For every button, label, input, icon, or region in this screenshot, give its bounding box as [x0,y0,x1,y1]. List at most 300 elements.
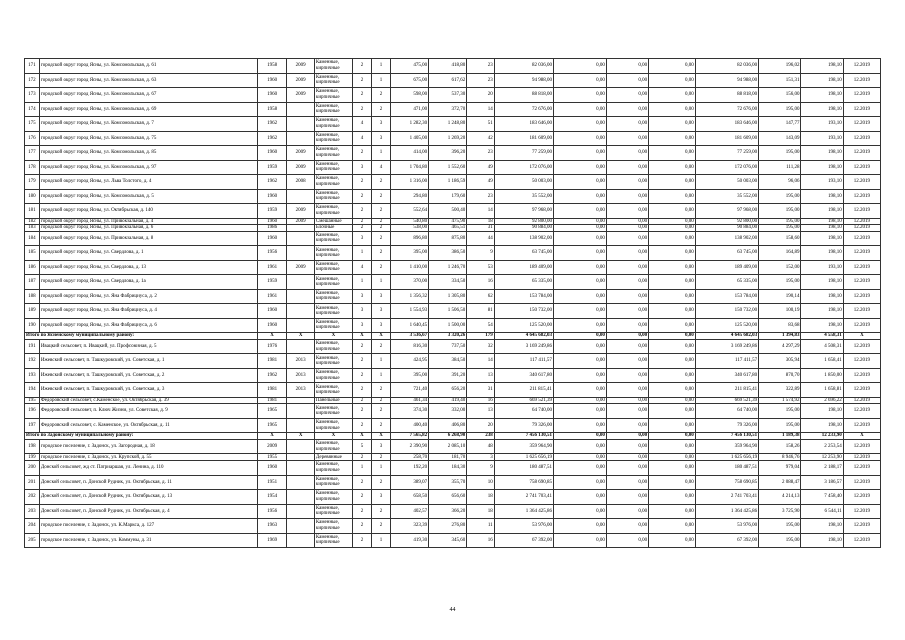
table-cell: 67 392,00 [695,533,758,548]
table-cell: 79 326,00 [695,418,758,433]
row-number-cell: 186 [25,260,40,275]
table-cell: 2 [372,175,391,190]
table-cell: 0,00 [606,397,648,404]
address-cell: городской округ город Ясны, ул. Яна Фабрициуса, д. 4 [39,304,257,319]
row-number-cell: 202 [25,490,40,505]
address-cell: городской округ город Ясны, ул. Привокзальная, д. 6 [39,225,257,232]
table-cell: 42 [467,131,495,146]
table-cell: 138 902,00 [494,231,553,246]
address-cell: городской округ город Ясны, ул. Привокзальная, д. 4 [39,218,257,225]
table-cell: 1981 [257,397,287,404]
table-cell: 0,00 [606,433,648,440]
table-cell: 0,00 [649,504,696,519]
table-cell: 12.2019 [843,289,880,304]
table-cell: 81 [467,304,495,319]
table-cell: 50 003,00 [494,175,553,190]
table-cell: 198,10 [801,246,843,261]
wall-material-cell: Каменные, кирпичные [314,490,352,505]
row-number-cell: 193 [25,368,40,383]
table-cell: 406,80 [429,418,467,433]
wall-material-cell: Блочные [314,225,352,232]
table-cell: 1986 [257,225,287,232]
table-cell: 1959 [257,275,287,290]
table-cell: 179 [467,333,495,340]
wall-material-cell: Каменные, кирпичные [314,102,352,117]
address-cell: Донской сельсовет, жд ст. Патриаршая, ул. Ленина, д. 110 [39,461,257,476]
table-cell: 195,00 [759,225,801,232]
table-row [25,404,881,419]
table-cell: 54 [467,318,495,333]
table-cell: 0,00 [649,218,696,225]
table-cell: 20 [467,418,495,433]
address-cell: городское поселение, г. Задонск, ул. Крупской, д. 55 [39,454,257,461]
address-cell: городской округ город Ясны, ул. Комсомольская, д. 69 [39,102,257,117]
row-number-cell: 199 [25,454,40,461]
table-cell: 3 [372,131,391,146]
row-number-cell: 172 [25,73,40,88]
table-cell: 2 [372,225,391,232]
table-cell: 419,30 [391,533,429,548]
table-cell: 18 [467,218,495,225]
row-number-cell: 197 [25,418,40,433]
table-cell: 396,20 [429,146,467,161]
table-cell: 0,00 [649,231,696,246]
table-cell: 3 169 249,86 [494,339,553,354]
table-cell: 156,00 [759,88,801,103]
row-number-cell: 175 [25,117,40,132]
table-cell: 2 741 703,41 [494,490,553,505]
table-cell: 64 740,00 [695,404,758,419]
table-row [25,59,881,74]
wall-material-cell: Каменные, кирпичные [314,289,352,304]
table-cell: 51 [467,117,495,132]
page-number: 44 [449,607,456,613]
table-cell: 0,00 [553,318,606,333]
table-cell: 418,80 [429,59,467,74]
table-cell: 0,00 [649,204,696,219]
table-row [25,519,881,534]
table-row [25,383,881,398]
row-number-cell: 191 [25,339,40,354]
table-cell [287,225,315,232]
address-cell: городское поселение, г. Задонск, ул. Загородная, д. 18 [39,439,257,454]
table-cell: 0,00 [553,204,606,219]
table-cell: 258,70 [391,454,429,461]
table-cell: 0,00 [606,260,648,275]
address-cell: Ижевский сельсовет, п. Ташкуровский, ул. Советская, д. 2 [39,368,257,383]
row-number-cell: 201 [25,475,40,490]
table-cell: 0,00 [553,490,606,505]
table-cell: 1976 [257,339,287,354]
table-cell: 0,00 [649,146,696,161]
table-cell: 12.2019 [843,490,880,505]
table-cell: 2 [372,246,391,261]
table-cell: 669 521,39 [494,397,553,404]
wall-material-cell: Каменные, кирпичные [314,504,352,519]
wall-material-cell: Каменные, кирпичные [314,439,352,454]
table-row [25,504,881,519]
table-cell: 1969 [257,533,287,548]
address-cell: городской округ город Ясны, ул. Привокзальная, д. 8 [39,231,257,246]
table-cell: 3 [372,304,391,319]
table-cell: 1954 [257,490,287,505]
table-cell: 0,00 [553,383,606,398]
table-cell: 0,00 [649,368,696,383]
table-row [25,354,881,369]
table-cell: 152,00 [759,260,801,275]
address-cell: Донской сельсовет, п. Донской Рудник, ул. Октябрьская, д. 11 [39,475,257,490]
table-cell: 96,06 [759,175,801,190]
table-cell: 198,10 [801,189,843,204]
wall-material-cell: Каменные, кирпичные [314,475,352,490]
table-cell: 323,39 [391,519,429,534]
table-cell: 1 658,41 [801,354,843,369]
table-cell: 18 [467,490,495,505]
table-cell: 0,00 [606,368,648,383]
table-cell: 1 625 656,19 [695,454,758,461]
table-cell: 23 [467,73,495,88]
table-cell: 0,00 [606,333,648,340]
table-cell: 72 676,00 [695,102,758,117]
wall-material-cell: Каменные, кирпичные [314,73,352,88]
table-cell [287,246,315,261]
table-cell: 3 [352,160,371,175]
table-cell [287,533,315,548]
table-cell: 14 [467,204,495,219]
address-cell: Донской сельсовет, п. Донской Рудник, ул. Октябрьская, д. 13 [39,490,257,505]
address-cell: Донской сельсовет, п. Донской Рудник, ул. Октябрьская, д. 4 [39,504,257,519]
table-cell: 193,10 [801,260,843,275]
table-cell: 0,00 [649,454,696,461]
table-cell: 4 297,29 [759,339,801,354]
table-cell: 1 [372,354,391,369]
table-cell: 150 732,00 [695,304,758,319]
table-cell: 83,68 [759,318,801,333]
table-cell: 172 076,00 [494,160,553,175]
table-cell: 3 [372,289,391,304]
table-cell: 195,00 [759,404,801,419]
table-cell: 23 [467,146,495,161]
table-cell: 0,00 [649,533,696,548]
table-cell: 211 815,41 [695,383,758,398]
table-cell: 0,00 [606,204,648,219]
table-cell: 198,10 [801,204,843,219]
table-cell: 1955 [257,454,287,461]
row-number-cell: 189 [25,304,40,319]
table-cell: 0,00 [606,246,648,261]
table-cell: 12.2019 [843,519,880,534]
table-cell: 0,00 [553,454,606,461]
table-cell: 0,00 [606,339,648,354]
table-cell: 0,00 [649,404,696,419]
table-cell: 1 554,93 [391,304,429,319]
table-cell: 500,40 [429,204,467,219]
table-cell: 1960 [257,461,287,476]
table-cell: 0,00 [553,225,606,232]
table-cell: 67 392,00 [494,533,553,548]
wall-material-cell: Каменные, кирпичные [314,418,352,433]
table-cell: 332,00 [429,404,467,419]
table-cell: 0,00 [649,397,696,404]
table-cell: 0,00 [606,454,648,461]
table-cell [287,519,315,534]
table-cell: 0,00 [553,439,606,454]
total-label: Итого по Ясненскому муниципальному району: [25,333,258,340]
table-cell: 12.2019 [843,504,880,519]
row-number-cell: 200 [25,461,40,476]
table-cell: 198,10 [801,533,843,548]
table-cell: 1962 [257,131,287,146]
table-cell: 0,00 [649,160,696,175]
table-cell: 64 740,00 [494,404,553,419]
row-number-cell: 177 [25,146,40,161]
table-cell: 3 [352,304,371,319]
table-cell: 758 690,85 [695,475,758,490]
table-cell: 2009 [287,204,315,219]
table-row [25,318,881,333]
table-cell: 2009 [257,439,287,454]
table-cell: 1 394,83 [759,333,801,340]
table-cell: 1956 [257,246,287,261]
table-cell: 2009 [287,146,315,161]
table-cell: 0,00 [606,275,648,290]
table-row [25,117,881,132]
address-cell: городской округ город Ясны, ул. Комсомольская, д. 61 [39,59,257,74]
table-cell: 0,00 [553,289,606,304]
table-cell: 0,00 [606,231,648,246]
table-cell: 153 784,00 [494,289,553,304]
table-cell: X [314,433,352,440]
address-cell: городской округ город Ясны, ул. Яна Фабрициуса, д. 6 [39,318,257,333]
table-cell: 1 364 425,86 [494,504,553,519]
table-cell: 2 [372,231,391,246]
table-cell [287,454,315,461]
table-cell: 0,00 [553,354,606,369]
table-cell: 0,00 [606,439,648,454]
table-cell: 370,00 [391,275,429,290]
table-cell: 195,00 [759,533,801,548]
table-cell: 1 850,00 [801,368,843,383]
table-cell: 2008 [287,175,315,190]
table-cell: 12.2019 [843,260,880,275]
row-number-cell: 173 [25,88,40,103]
table-cell: 20 [467,88,495,103]
table-cell: 164,89 [759,246,801,261]
table-cell: 0,00 [553,160,606,175]
table-cell: 198,10 [801,218,843,225]
table-cell: 4 558,31 [801,333,843,340]
table-cell: 2 696,22 [801,397,843,404]
table-cell: 198,10 [801,231,843,246]
table-cell: 150 732,00 [494,304,553,319]
table-cell: 0,00 [606,73,648,88]
table-cell: 12.2019 [843,318,880,333]
table-cell: 88 818,00 [695,88,758,103]
row-number-cell: 174 [25,102,40,117]
table-row [25,418,881,433]
row-number-cell: 187 [25,275,40,290]
table-cell: 23 [467,189,495,204]
table-cell: 198,10 [801,404,843,419]
row-number-cell: 204 [25,519,40,534]
table-cell: 12.2019 [843,461,880,476]
table-cell: 82 036,00 [494,59,553,74]
table-cell: 4 [372,160,391,175]
table-cell: 0,00 [606,102,648,117]
table-cell: 675,00 [391,73,429,88]
table-cell: 414,00 [391,146,429,161]
table-cell: 7 458,40 [801,490,843,505]
wall-material-cell: Каменные, кирпичные [314,519,352,534]
table-cell: 198,10 [801,318,843,333]
table-cell: 0,00 [606,218,648,225]
table-cell: 2 [372,260,391,275]
table-cell: 16 [467,275,495,290]
wall-material-cell: Каменные, кирпичные [314,339,352,354]
wall-material-cell: Каменные, кирпичные [314,533,352,548]
wall-material-cell: Каменные, кирпичные [314,146,352,161]
table-cell: 238 [467,433,495,440]
table-cell [287,490,315,505]
table-cell: X [843,333,880,340]
table-cell: 2 [372,102,391,117]
table-cell: 1960 [257,304,287,319]
table-cell [287,231,315,246]
address-cell: городской округ город Ясны, ул. Комсомольская, д. 7 [39,117,257,132]
table-cell: 198,10 [801,225,843,232]
table-cell: 294,80 [391,189,429,204]
table-cell: 0,00 [606,175,648,190]
table-cell: 0,00 [649,59,696,74]
table-cell: 2 085,10 [429,439,467,454]
table-cell: 0,00 [649,433,696,440]
table-cell: 12.2019 [843,218,880,225]
table-cell: 0,00 [649,225,696,232]
row-number-cell: 178 [25,160,40,175]
table-cell: 391,20 [429,368,467,383]
address-cell: городской округ город Ясны, ул. Свердлова, д. 1а [39,275,257,290]
table-cell: 2 [372,454,391,461]
table-cell: 475,00 [391,59,429,74]
row-number-cell: 198 [25,439,40,454]
table-cell: 0,00 [649,289,696,304]
row-number-cell: 205 [25,533,40,548]
table-cell: 1 500,00 [429,318,467,333]
table-cell: 1 [352,461,371,476]
table-cell: 0,00 [649,175,696,190]
table-cell: 2009 [287,260,315,275]
table-cell: 1965 [257,404,287,419]
table-cell: 2 [352,368,371,383]
table-cell: 0,00 [553,368,606,383]
table-cell: 2 [352,383,371,398]
table-cell: 193,10 [801,175,843,190]
table-cell: 181 609,00 [494,131,553,146]
address-cell: Ивацкий сельсовет, п. Ивацкий, ул. Профсоюзная, д. 5 [39,339,257,354]
table-cell: 4 214,13 [759,490,801,505]
table-cell: 211 815,41 [494,383,553,398]
table-cell: 658,50 [391,490,429,505]
table-cell: 1 552,60 [429,160,467,175]
table-cell [287,275,315,290]
address-cell: городской округ город Ясны, ул. Свердлова, д. 1 [39,246,257,261]
table-cell: 0,00 [553,117,606,132]
table-cell: 2 [372,204,391,219]
wall-material-cell: Каменные, кирпичные [314,275,352,290]
table-cell: 2 [352,59,371,74]
table-cell: 195,00 [759,189,801,204]
table-cell: 322,89 [759,383,801,398]
wall-material-cell: Деревянные [314,454,352,461]
table-cell: 195,00 [759,275,801,290]
table-cell: 2 741 703,41 [695,490,758,505]
table-row [25,461,881,476]
table-cell: 35 552,00 [695,189,758,204]
wall-material-cell: Каменные, кирпичные [314,404,352,419]
row-number-cell: 183 [25,225,40,232]
table-cell: 1960 [257,189,287,204]
table-cell: 195,00 [759,418,801,433]
table-cell: 1981 [257,383,287,398]
table-cell: 100,19 [759,304,801,319]
row-number-cell: 195 [25,397,40,404]
table-cell: 111,28 [759,160,801,175]
wall-material-cell: Панельные [314,397,352,404]
table-row [25,275,881,290]
table-cell: 1958 [257,102,287,117]
table-cell [287,475,315,490]
table-cell: 49 [467,160,495,175]
row-number-cell: 182 [25,218,40,225]
table-cell: 1981 [257,354,287,369]
table-cell [287,439,315,454]
table-cell: 1962 [257,117,287,132]
table-cell: 340 617,80 [494,368,553,383]
table-cell: X [287,333,315,340]
table-cell: 537,30 [429,88,467,103]
wall-material-cell: Каменные, кирпичные [314,59,352,74]
table-cell: 1 269,20 [429,131,467,146]
table-cell: 2 [352,519,371,534]
address-cell: городской округ город Ясны, ул. Октябрьская, д. 140 [39,204,257,219]
table-cell: 2013 [287,354,315,369]
table-cell: 2 [352,404,371,419]
total-label: Итого по Задонскому муниципальному району: [25,433,258,440]
table-row [25,189,881,204]
table-cell: 424,95 [391,354,429,369]
table-cell: 737,50 [429,339,467,354]
table-cell: 276,80 [429,519,467,534]
table-cell: 3 186,57 [801,475,843,490]
table-cell: 0,00 [553,475,606,490]
table-cell: 23 [467,59,495,74]
row-number-cell: 181 [25,204,40,219]
table-cell [287,117,315,132]
total-row [25,333,881,340]
table-cell: 179,60 [429,189,467,204]
table-cell: 979,04 [759,461,801,476]
table-cell: 158,26 [759,439,801,454]
table-cell: 82 036,00 [695,59,758,74]
wall-material-cell: Каменные, кирпичные [314,175,352,190]
table-cell: 0,00 [649,275,696,290]
table-row [25,397,881,404]
table-cell: 12.2019 [843,225,880,232]
table-cell: 359 964,90 [695,439,758,454]
table-cell [287,404,315,419]
wall-material-cell: Каменные, кирпичные [314,318,352,333]
address-cell: городской округ город Ясны, ул. Комсомольская, д. 75 [39,131,257,146]
